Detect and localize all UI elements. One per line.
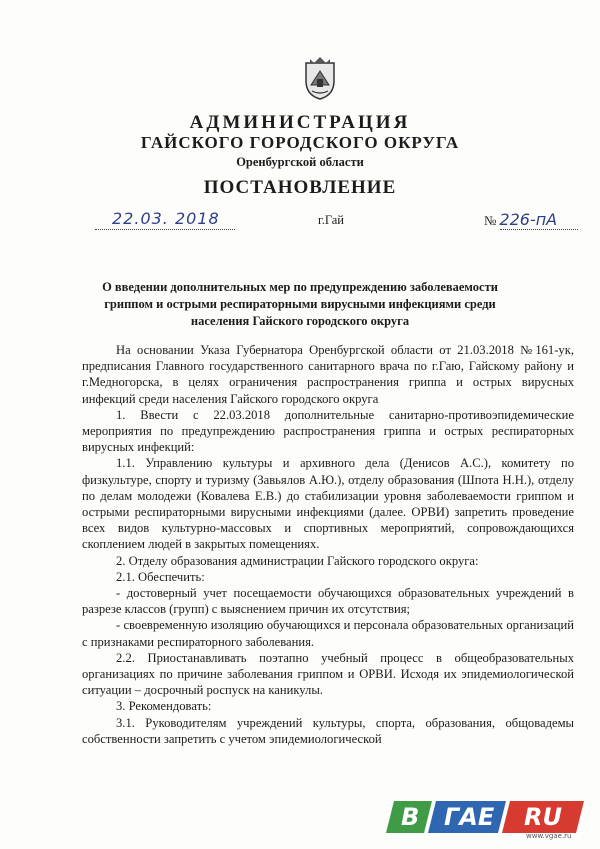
title-line: О введении дополнительных мер по предупреждению заболеваемости [102, 280, 498, 294]
paragraph-preamble: На основании Указа Губернатора Оренбургской области от 21.03.2018 №161-ук, предписания Главного государственного санитарного врача по г.Гаю, Гайскому району и г.Медногорска, в целях ограничения распространения гриппа и острых вирусных инфекций среди населения Гайского городского округа [82, 343, 574, 406]
document-title [90, 279, 510, 330]
date-line [95, 229, 235, 230]
document-city: г.Гай [318, 213, 344, 227]
paragraph-1-1: 1.1. Управлению культуры и архивного дела (Денисов А.С.), комитету по физкультуре, спорту и туризму (Завьялов А.Ю.), отделу образования (Шпота Н.Н.), отделу по делам молодежи (Ковалева Е.В.) до стабилизации уровня заболеваемости гриппом и острыми респираторными вирусными инфекциями (далее. ОРВИ) запретить проведение всех видов культурно-массовых и спортивных мероприятий, сопровождающихся скоплением людей в закрытых помещениях. [82, 456, 574, 552]
document-body [82, 342, 574, 747]
number-value: 226-пА [499, 210, 558, 229]
vgae-watermark-logo [386, 801, 584, 841]
administration-heading: АДМИНИСТРАЦИЯ [189, 112, 411, 133]
coat-of-arms-icon [300, 55, 340, 101]
number-prefix: № [484, 213, 497, 228]
paragraph-2-2: 2.2. Приостанавливать поэтапно учебный процесс в общеобразовательных организациях по причине заболевания гриппом и ОРВИ. Исходя их эпидемиологической ситуации – досрочный роспуск на каникулы. [82, 650, 574, 698]
paragraph-2-1-a: - достоверный учет посещаемости обучающихся образовательных учреждений в разрезе классов (групп) с выяснением причин их отсутствия; [82, 586, 574, 617]
paragraph-2-1-b: - своевременную изоляцию обучающихся и персонала образовательных организаций с признаками респираторного заболевания. [82, 618, 574, 649]
logo-text-gae: ГАЕ [444, 803, 495, 831]
document-number [484, 210, 557, 229]
logo-url: www.vgae.ru [526, 832, 572, 840]
title-line: населения Гайского городского округа [190, 314, 410, 328]
paragraph-2: 2. Отделу образования администрации Гайского городского округа: [116, 553, 479, 568]
paragraph-1: 1. Ввести с 22.03.2018 дополнительные санитарно-противоэпидемические мероприятия по предупреждению распространения гриппа и острых респираторных вирусных инфекций: [82, 407, 574, 455]
number-line [500, 229, 578, 230]
district-heading: ГАЙСКОГО ГОРОДСКОГО ОКРУГА [140, 133, 460, 152]
logo-text-v: В [401, 803, 420, 831]
title-line: гриппом и острыми респираторными вирусными инфекциями среди [104, 297, 496, 311]
document-date: 22.03. 2018 [112, 209, 220, 228]
region-heading: Оренбургской области [236, 155, 364, 169]
paragraph-3-1: 3.1. Руководителям учреждений культуры, спорта, образования, общовадемы собственности запретить с учетом эпидемиологической [82, 715, 574, 746]
paragraph-3: 3. Рекомендовать: [116, 699, 212, 714]
paragraph-2-1: 2.1. Обеспечить: [116, 569, 205, 584]
document-type: ПОСТАНОВЛЕНИЕ [203, 177, 397, 198]
logo-text-ru: RU [524, 803, 562, 831]
